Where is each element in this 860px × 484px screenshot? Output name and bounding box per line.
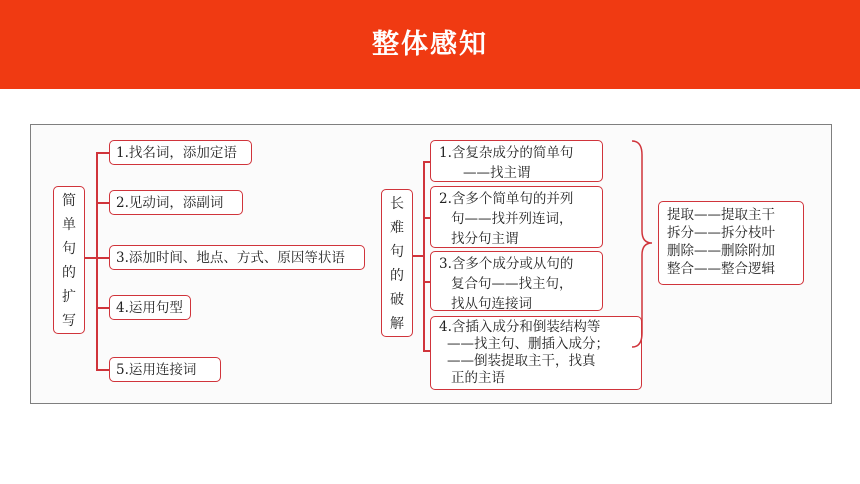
left-root-char: 简 — [62, 193, 76, 209]
right-item-4-line: 4.含插入成分和倒装结构等 — [439, 319, 601, 335]
connector — [413, 255, 423, 257]
connector — [96, 152, 98, 370]
right-root-char: 难 — [390, 220, 404, 236]
right-item-3 — [430, 251, 603, 311]
connector — [423, 161, 425, 351]
right-item-4 — [430, 316, 642, 390]
connector — [423, 350, 430, 352]
right-item-1-line: 1.含复杂成分的简单句 — [439, 145, 574, 161]
left-item-1: 1.找名词，添加定语 — [109, 140, 252, 165]
right-item-3-line: 找从句连接词 — [451, 296, 532, 312]
page-title: 整体感知 — [372, 29, 488, 60]
right-item-1 — [430, 140, 603, 182]
right-item-3-line: 复合句——找主句， — [451, 276, 573, 292]
right-item-2-line: 找分句主谓 — [451, 231, 519, 247]
mind-map-panel — [30, 124, 832, 404]
connector — [423, 161, 430, 163]
left-root-char: 单 — [62, 217, 76, 233]
right-root-char: 长 — [390, 196, 404, 212]
right-item-2-line: 句——找并列连词， — [451, 211, 573, 227]
left-root-char: 句 — [62, 241, 76, 257]
left-item-4: 4.运用句型 — [109, 295, 191, 320]
connector — [96, 257, 109, 259]
left-item-3: 3.添加时间、地点、方式、原因等状语 — [109, 245, 365, 270]
summary-line: 整合——整合逻辑 — [667, 261, 775, 277]
summary-box — [658, 201, 804, 285]
connector — [423, 217, 430, 219]
right-root-char: 破 — [390, 292, 404, 308]
left-root-char: 写 — [62, 313, 76, 329]
left-item-5: 5.运用连接词 — [109, 357, 221, 382]
left-item-2: 2.见动词，添副词 — [109, 190, 243, 215]
summary-line: 拆分——拆分枝叶 — [667, 225, 775, 241]
connector — [85, 257, 96, 259]
right-item-4-line: ——找主句、删插入成分； — [447, 336, 609, 352]
right-root-char: 的 — [390, 268, 404, 284]
right-root-char: 解 — [390, 316, 404, 332]
connector — [96, 369, 109, 371]
title-banner — [0, 0, 860, 89]
right-item-1-line: ——找主谓 — [463, 165, 531, 181]
connector — [96, 152, 109, 154]
right-item-4-line: 正的主语 — [451, 370, 505, 386]
right-brace-icon — [630, 139, 656, 349]
connector — [423, 281, 430, 283]
right-item-3-line: 3.含多个成分或从句的 — [439, 256, 574, 272]
connector — [96, 307, 109, 309]
summary-line: 提取——提取主干 — [667, 207, 775, 223]
connector — [96, 202, 109, 204]
right-item-4-line: ——倒装提取主干，找真 — [447, 353, 596, 369]
left-root-char: 的 — [62, 265, 76, 281]
left-root-box — [53, 186, 85, 334]
right-root-char: 句 — [390, 244, 404, 260]
right-root-box — [381, 189, 413, 337]
left-root-char: 扩 — [62, 289, 76, 305]
right-item-2-line: 2.含多个简单句的并列 — [439, 191, 574, 207]
right-item-2 — [430, 186, 603, 248]
summary-line: 删除——删除附加 — [667, 243, 775, 259]
